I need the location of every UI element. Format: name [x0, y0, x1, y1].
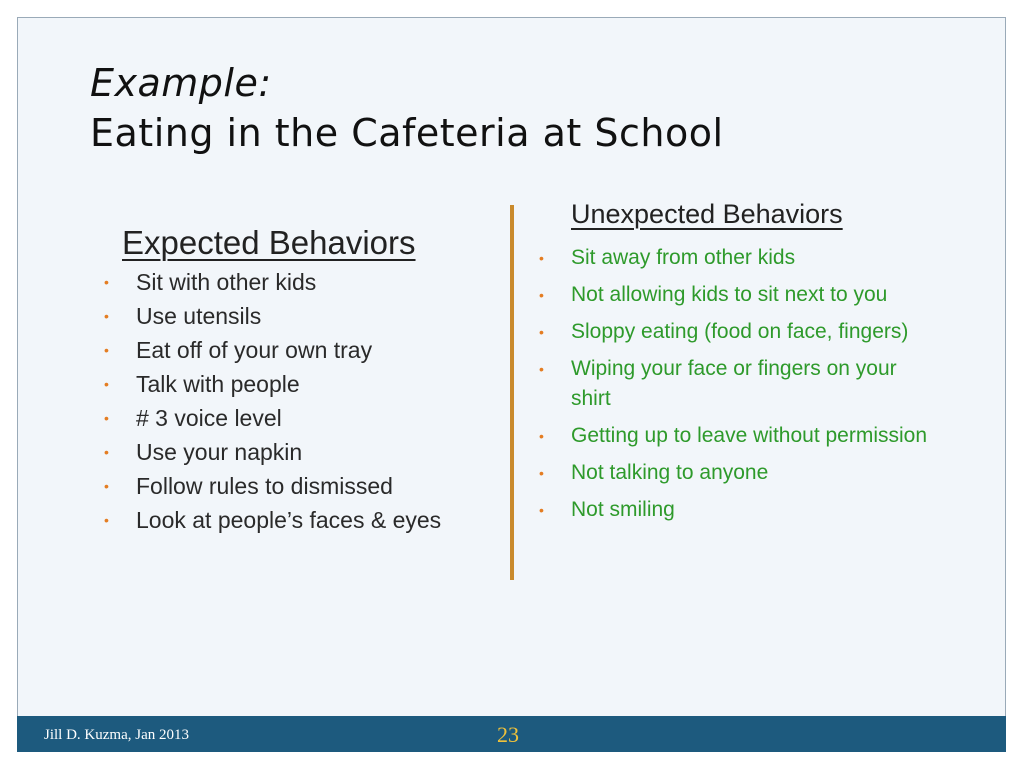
list-item-text: Follow rules to dismissed [136, 473, 393, 499]
bullet-dot-icon: • [104, 478, 109, 494]
list-item [104, 268, 484, 297]
unexpected-behaviors-list [539, 243, 929, 532]
bullet-dot-icon: • [104, 410, 109, 426]
list-item [539, 421, 929, 451]
bullet-dot-icon: • [539, 324, 544, 340]
list-item [104, 506, 484, 535]
bullet-dot-icon: • [104, 444, 109, 460]
expected-behaviors-heading: Expected Behaviors [122, 224, 416, 261]
list-item [539, 458, 929, 488]
bullet-dot-icon: • [104, 512, 109, 528]
column-divider [510, 205, 514, 580]
list-item-text: Use your napkin [136, 439, 303, 465]
bullet-dot-icon: • [539, 361, 544, 377]
list-item-text: # 3 voice level [136, 405, 282, 431]
list-item [104, 404, 484, 433]
footer-author: Jill D. Kuzma, Jan 2013 [44, 727, 189, 743]
list-item-text: Sit away from other kids [571, 246, 796, 269]
list-item [539, 354, 929, 414]
list-item-text: Wiping your face or fingers on your shirt [571, 357, 897, 410]
list-item [104, 370, 484, 399]
page-number: 23 [497, 722, 519, 747]
footer-bar [17, 716, 1006, 752]
bullet-dot-icon: • [104, 274, 109, 290]
list-item [104, 472, 484, 501]
list-item [104, 336, 484, 365]
expected-behaviors-list [104, 268, 484, 540]
slide-title-line-1: Example: [90, 61, 272, 105]
list-item-text: Sit with other kids [136, 269, 317, 295]
list-item-text: Eat off of your own tray [136, 337, 373, 363]
list-item-text: Not smiling [571, 498, 675, 521]
bullet-dot-icon: • [539, 502, 544, 518]
list-item-text: Sloppy eating (food on face, fingers) [571, 320, 909, 343]
bullet-dot-icon: • [539, 428, 544, 444]
bullet-dot-icon: • [104, 376, 109, 392]
bullet-dot-icon: • [539, 250, 544, 266]
list-item-text: Getting up to leave without permission [571, 424, 928, 447]
list-item [104, 302, 484, 331]
bullet-dot-icon: • [539, 465, 544, 481]
bullet-dot-icon: • [104, 308, 109, 324]
slide-title [90, 58, 724, 158]
slide-title-line-2: Eating in the Cafeteria at School [90, 111, 724, 155]
bullet-dot-icon: • [539, 287, 544, 303]
list-item [539, 243, 929, 273]
list-item [539, 280, 929, 310]
list-item [539, 317, 929, 347]
list-item [104, 438, 484, 467]
list-item-text: Not talking to anyone [571, 461, 769, 484]
list-item-text: Talk with people [136, 371, 300, 397]
unexpected-behaviors-heading: Unexpected Behaviors [571, 199, 843, 229]
bullet-dot-icon: • [104, 342, 109, 358]
list-item-text: Not allowing kids to sit next to you [571, 283, 888, 306]
list-item-text: Use utensils [136, 303, 262, 329]
list-item-text: Look at people’s faces & eyes [136, 507, 442, 533]
list-item [539, 495, 929, 525]
